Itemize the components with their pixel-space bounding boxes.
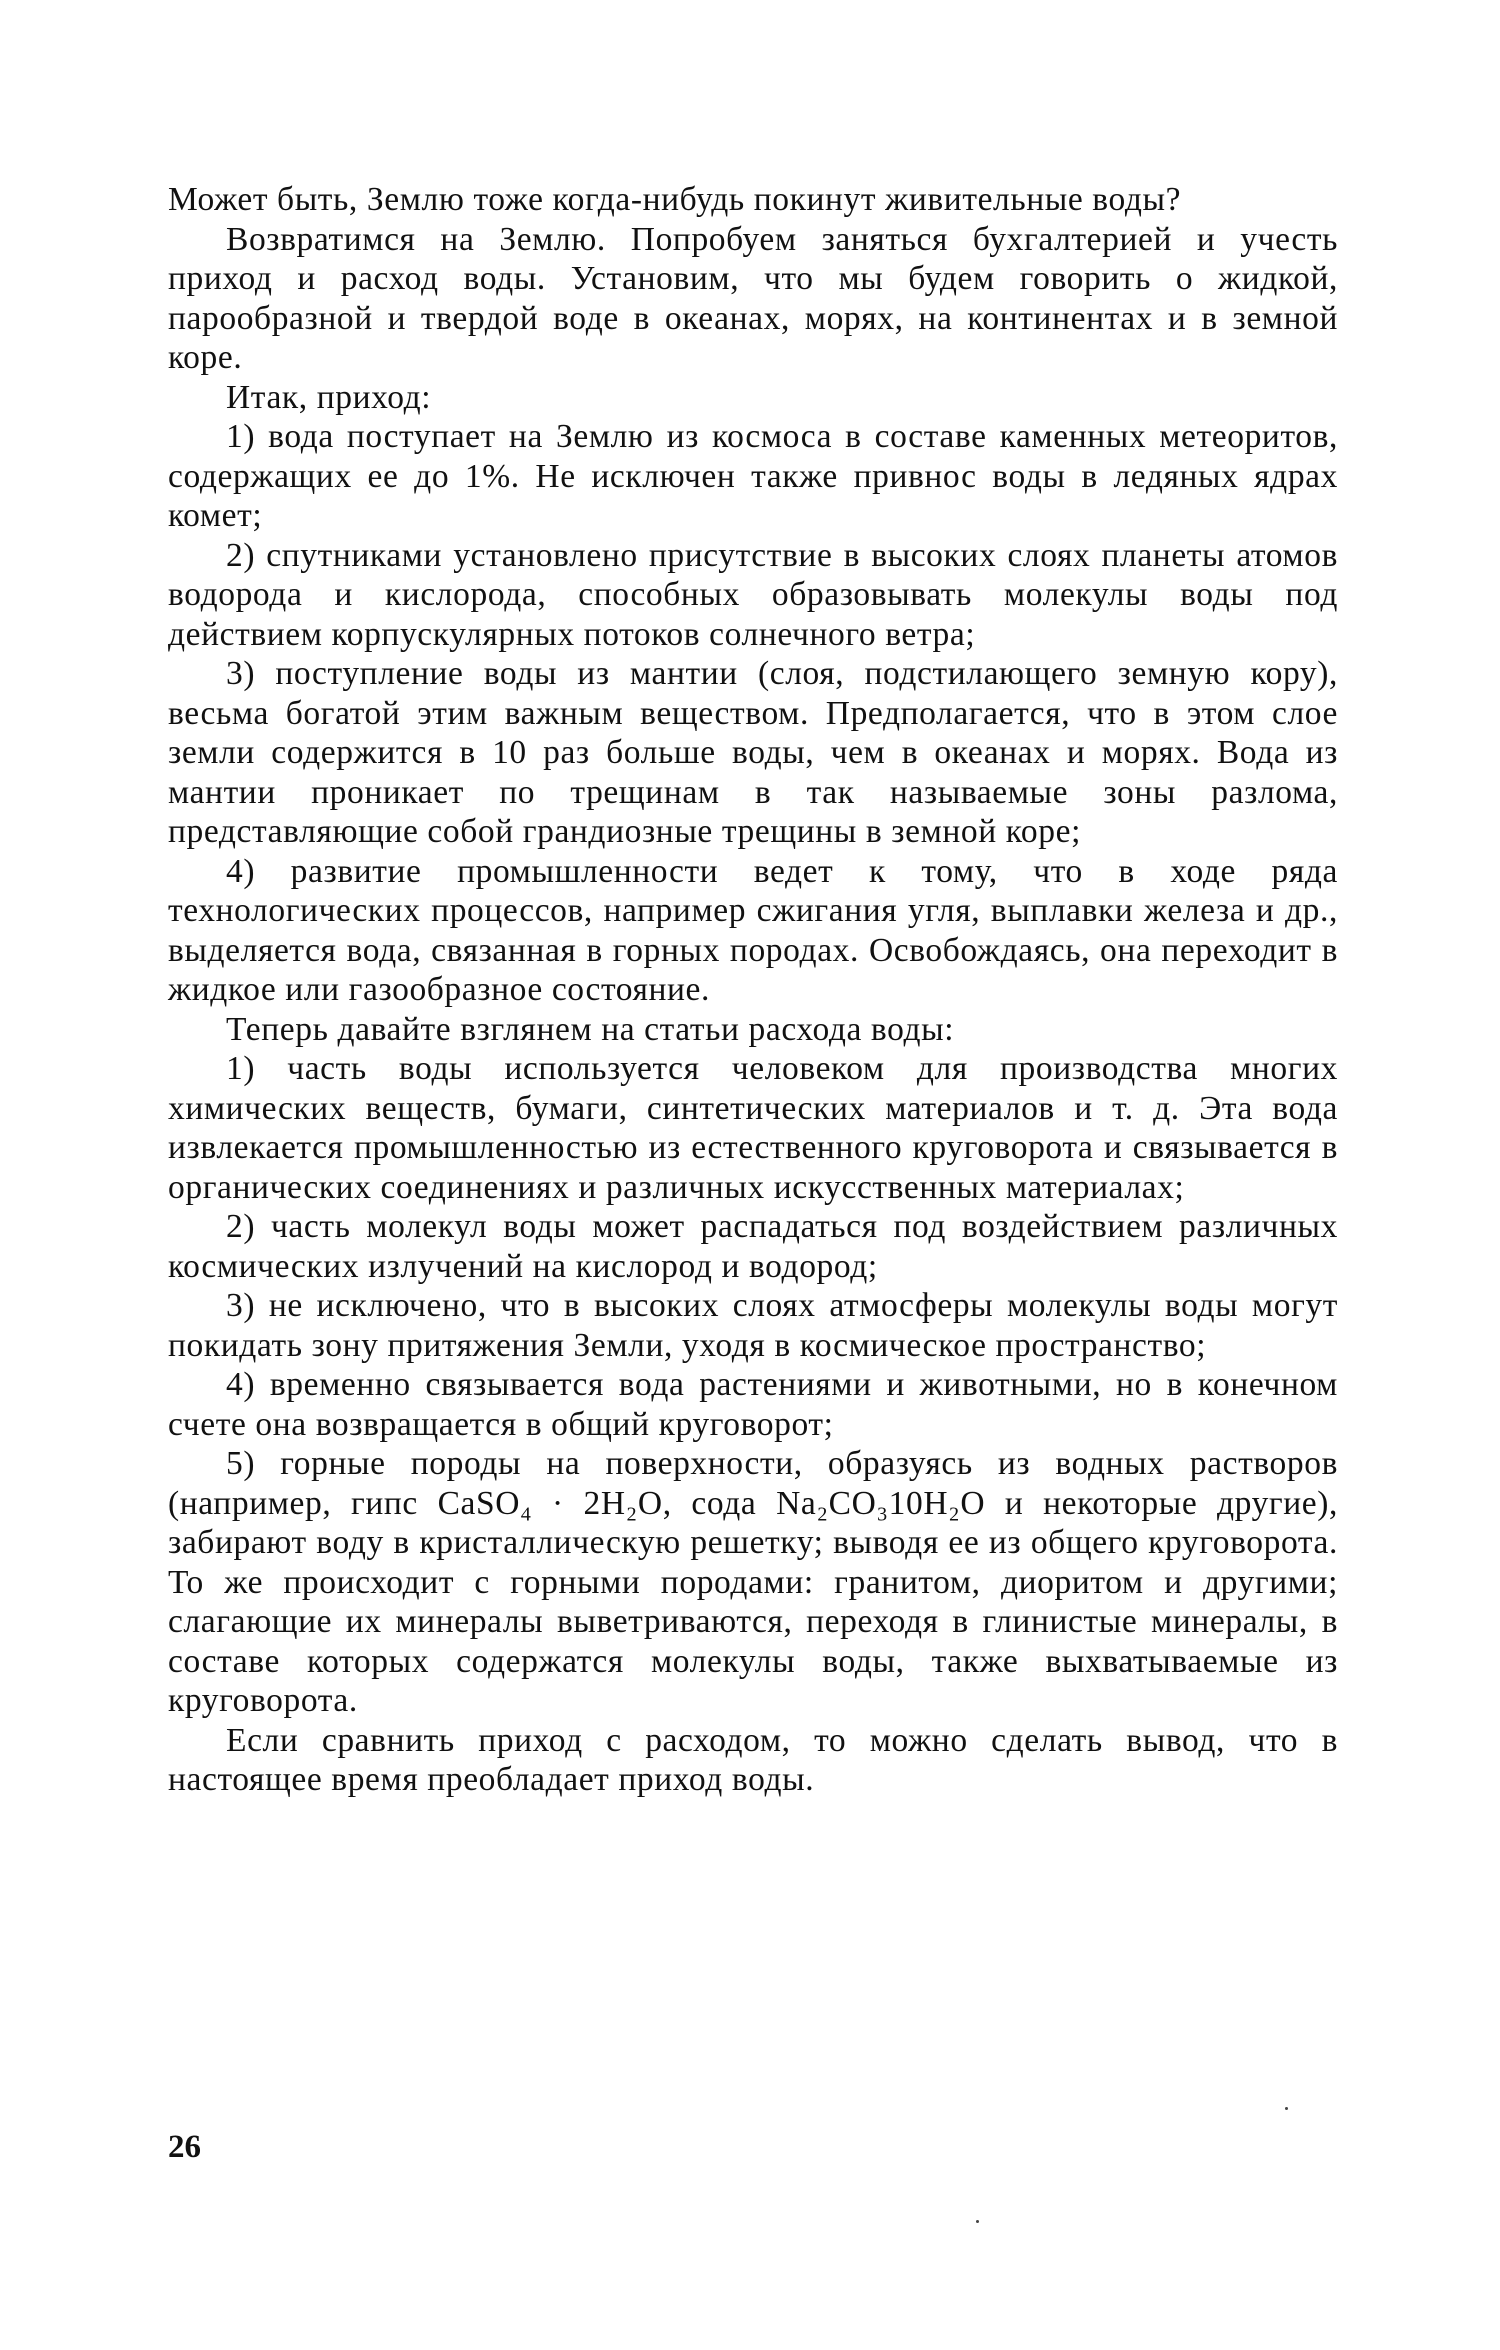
scan-speck bbox=[1285, 2107, 1288, 2110]
list-item-income-1: 1) вода поступает на Землю из космоса в составе каменных метеоритов, содержащих ее до 1%. Не исключен также привнос воды в ледяных ядрах комет; bbox=[168, 418, 1338, 534]
paragraph-conclusion: Если сравнить приход с расходом, то можно сделать вывод, что в настоящее время преобладает приход воды. bbox=[168, 1721, 1338, 1798]
list-item-income-2: 2) спутниками установлено присутствие в высоких слоях планеты атомов водорода и кислорода, способных образовывать молекулы воды под действием корпускулярных потоков солнечного ветра; bbox=[168, 536, 1338, 653]
page-number: 26 bbox=[168, 2129, 201, 2165]
paragraph-expense-heading: Теперь давайте взглянем на статьи расхода воды: bbox=[226, 1010, 955, 1048]
paragraph-income-heading: Итак, приход: bbox=[226, 378, 432, 416]
page-body bbox=[168, 180, 1338, 1800]
list-item-expense-1: 1) часть воды используется человеком для производства многих химических веществ, бумаги, синтетических материалов и т. д. Эта вода извлекается промышленностью из естественного круговорота и связывается в органических соединениях и различных искусственных материалах; bbox=[168, 1050, 1338, 1206]
paragraph-intro-question: Может быть, Землю тоже когда-нибудь покинут живительные воды? bbox=[168, 181, 1182, 218]
list-item-income-4: 4) развитие промышленности ведет к тому, что в ходе ряда технологических процессов, например сжигания угля, выплавки железа и др., выделяется вода, связанная в горных породах. Освобождаясь, она переходит в жидкое или газообразное состояние. bbox=[168, 852, 1338, 1008]
list-item-expense-2: 2) часть молекул воды может распадаться под воздействием различных космических излучений на кислород и водород; bbox=[168, 1208, 1338, 1285]
list-item-income-3: 3) поступление воды из мантии (слоя, подстилающего земную кору), весьма богатой этим важным веществом. Предполагается, что в этом слое земли содержится в 10 раз больше воды, чем в океанах и морях. Вода из мантии проникает по трещинам в так называемые зоны разлома, представляющие собой грандиозные трещины в земной коре; bbox=[168, 655, 1338, 850]
scan-speck bbox=[976, 2220, 979, 2223]
list-item-expense-4: 4) временно связывается вода растениями и животными, но в конечном счете она возвращается в общий круговорот; bbox=[168, 1366, 1338, 1443]
paragraph-bookkeeping: Возвратимся на Землю. Попробуем заняться бухгалтерией и учесть приход и расход воды. Установим, что мы будем говорить о жидкой, парообразной и твердой воде в океанах, морях, на континентах и в земной коре. bbox=[168, 220, 1338, 376]
list-item-expense-3: 3) не исключено, что в высоких слоях атмосферы молекулы воды могут покидать зону притяжения Земли, уходя в космическое пространство; bbox=[168, 1287, 1338, 1364]
list-item-expense-5: 5) горные породы на поверхности, образуясь из водных растворов (например, гипс CaSO₄ · 2H₂O, сода Na₂CO₃10H₂O и некоторые другие), забирают воду в кристаллическую решетку; выводя ее из общего круговорота. То же происходит с горными породами: гранитом, диоритом и другими; слагающие их минералы выветриваются, переходя в глинистые минералы, в составе которых содержатся молекулы воды, также выхватываемые из круговорота. bbox=[168, 1445, 1338, 1719]
